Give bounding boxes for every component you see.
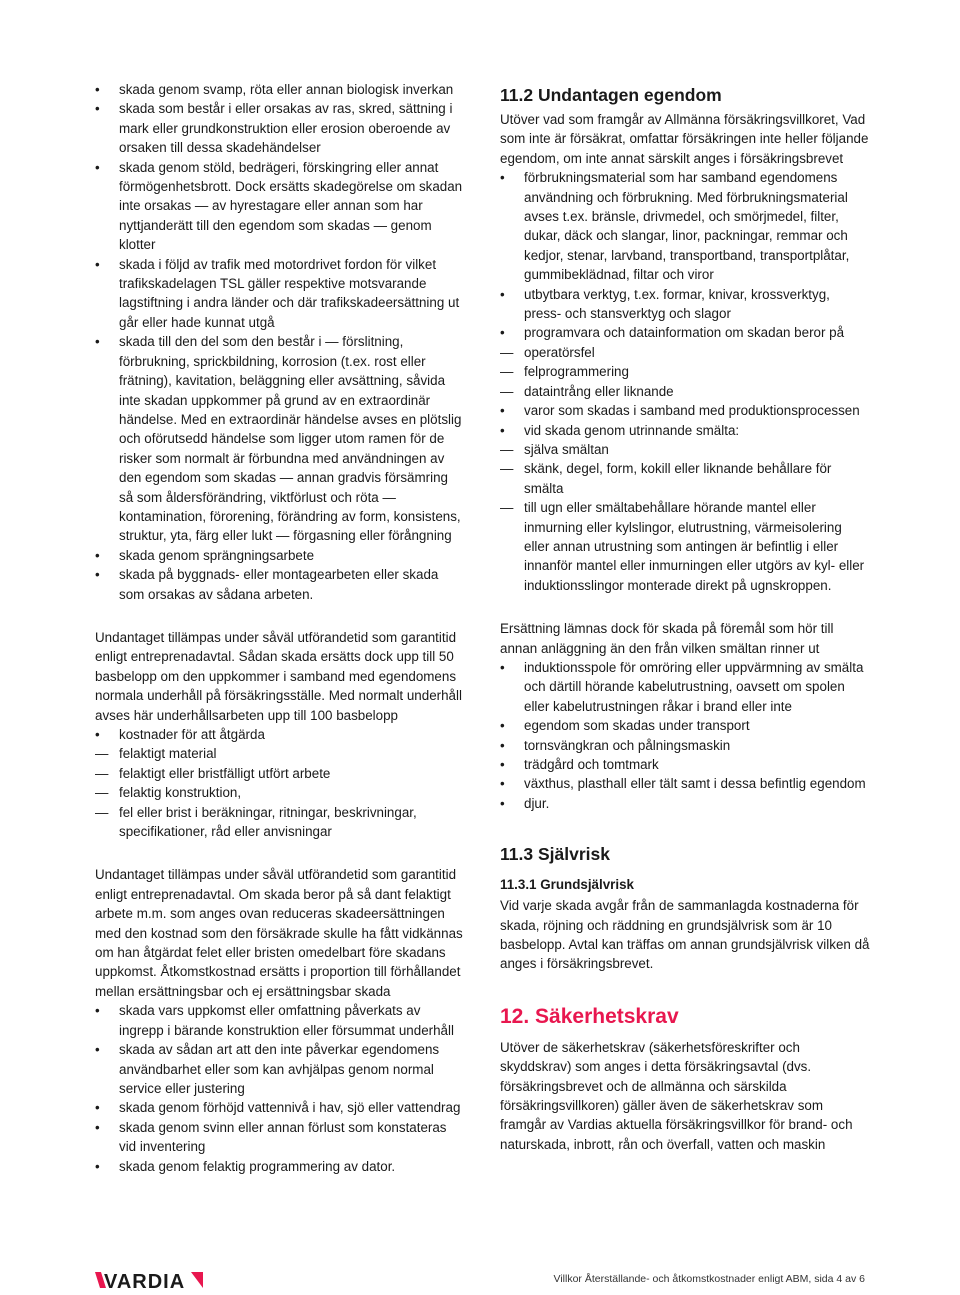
exclusion-list-1 [95,80,465,604]
list-item: • vid skada genom utrinnande smälta: [500,421,870,440]
list-item: • förbrukningsmaterial som har samband egendomens användning och förbrukning. Med förbrukningsmaterial avses t.ex. bränsle, drivmedel, och smörjmedel, filter, dukar, däck och slangar, linor, packningar, remmar och kedjor, stenar, larvband, transportband, transportplåtar, gummibeklädnad, filtar och viror [500,168,870,284]
list-item: • skada genom sprängningsarbete [95,546,465,565]
list-item: • trädgård och tomtmark [500,755,870,774]
list-item: • utbytbara verktyg, t.ex. formar, knivar, krossverktyg, press- och stansverktyg och slagor [500,285,870,324]
list-item: — felprogrammering [500,362,870,381]
list-item: • växthus, plasthall eller tält samt i dessa befintlig egendom [500,774,870,793]
list-item: — dataintrång eller liknande [500,382,870,401]
logo-text: VARDIA [104,1271,186,1290]
list-item: — skänk, degel, form, kokill eller liknande behållare för smälta [500,459,870,498]
list-item: • skada som består i eller orsakas av ras, skred, sättning i mark eller grundkonstruktion eller erosion oberoende av orsaken till dessa skadehändelser [95,99,465,157]
list-item: — själva smältan [500,440,870,459]
exclusion-list-3 [95,1001,465,1176]
paragraph: Utöver de säkerhetskrav (säkerhetsföreskrifter och skyddskrav) som anges i detta försäkringsavtal (dvs. försäkringsbrevet och de allmänna och särskilda försäkringsvillkoren) gäller även de säkerhetskrav som framgår av Vardias aktuella försäkringsvillkor för brand- och naturskada, inbrott, rån och överfall, vatten och maskin [500,1039,853,1152]
list-item: • skada vars uppkomst eller omfattning påverkats av ingrepp i bärande konstruktion eller försummat underhåll [95,1001,465,1040]
list-item: • skada till den del som den består i — förslitning, förbrukning, sprickbildning, korrosion (t.ex. rost eller frätning), kavitation, beläggning eller avsättning, såvida inte skadan uppkommer på grund av en extraordinär händelse. Med en extraordinär händelse avses en plötslig och oförutsedd händelse som ligger utom ramen för de risker som normalt är förbundna med användningen av den egendom som skadas — annan gradvis försämring så som åldersförändring, viktförlust och röta — kontamination, förorening, förändring av form, konsistens, struktur, yta, färg eller lukt — förgasning eller förångning [95,332,465,545]
excluded-property-list [500,168,870,595]
list-item: — till ugn eller smältabehållare hörande mantel eller inmurning eller kylslingor, elutrustning, värmeisolering eller annan utrustning som antingen är befintlig i eller innanför mantel eller inmurningen eller utgörs av kyl- eller induktionsslingor monterade direkt på ugnskroppen. [500,498,870,595]
list-item: • tornsvängkran och pålningsmaskin [500,736,870,755]
list-item: • induktionsspole för omröring eller uppvärmning av smälta och därtill hörande kabelutrustning, oavsett om spolen eller kabelutrustningen råkar i brand eller inte [500,658,870,716]
section-heading-11-2: 11.2 Undantagen egendom [500,85,722,105]
list-item: • varor som skadas i samband med produktionsprocessen [500,401,870,420]
paragraph: Undantaget tillämpas under såväl utförandetid som garantitid enligt entreprenadavtal. Om skada beror på så dant felaktigt arbete m.m. som anges ovan reduceras skadeersättningen med den kostnad som den försäkrade skulle ha fått vidkännas om han åtgärdat felet eller bristen omedelbart före skadans uppkomst. Åtkomstkostnad ersätts i proportion till förhållandet mellan ersättningsbar och ej ersättningsbar skada [95,867,463,999]
list-item: • skada genom svamp, röta eller annan biologisk inverkan [95,80,465,99]
list-item: • skada på byggnads- eller montagearbeten eller skada som orsakas av sådana arbeten. [95,565,465,604]
list-item: — fel eller brist i beräkningar, ritningar, beskrivningar, specifikationer, råd eller anvisningar [95,803,465,842]
list-item: • djur. [500,794,870,813]
subsection-heading-11-3-1: 11.3.1 Grundsjälvrisk [500,877,634,893]
left-column [95,80,465,1176]
footer-page-info: Villkor Återställande- och åtkomstkostnader enligt ABM, sida 4 av 6 [553,1273,865,1285]
list-item: — felaktigt material [95,744,465,763]
paragraph: Undantaget tillämpas under såväl utförandetid som garantitid enligt entreprenadavtal. Sådan skada ersätts dock upp till 50 basbelopp om den uppkommer i samband med egendomens normala underhåll på försäkringsställe. Med normalt underhåll avses här underhållsarbeten upp till 100 basbelopp [95,629,462,723]
exclusion-list-2 [95,725,465,841]
list-item: • skada i följd av trafik med motordrivet fordon för vilket trafikskadelagen TSL gäller respektive motsvarande lagstiftning i andra länder och där trafikskadeersättning ut går eller hade kunnat utgå [95,255,465,333]
section-heading-12: 12. Säkerhetskrav [500,1004,679,1028]
compensated-items-list [500,658,870,813]
list-item: • skada genom svinn eller annan förlust som konstateras vid inventering [95,1118,465,1157]
section-heading-11-3: 11.3 Självrisk [500,844,610,865]
paragraph: Ersättning lämnas dock för skada på föremål som hör till annan anläggning än den från vilken smältan rinner ut [500,621,834,656]
right-column [500,84,870,1154]
list-item: • skada genom förhöjd vattennivå i hav, sjö eller vattendrag [95,1098,465,1117]
list-item: — felaktigt eller bristfälligt utfört arbete [95,764,465,783]
list-item: • skada av sådan art att den inte påverkar egendomens användbarhet eller som kan avhjälpas genom normal service eller justering [95,1040,465,1098]
list-item: • kostnader för att åtgärda [95,725,465,744]
vardia-logo [95,1270,205,1290]
paragraph: Vid varje skada avgår från de sammanlagda kostnaderna för skada, röjning och räddning en grundsjälvrisk som är 10 basbelopp. Avtal kan träffas om annan grundsjälvrisk vilken då anges i försäkringsbrevet. [500,898,870,972]
list-item: • skada genom stöld, bedrägeri, förskingring eller annat förmögenhetsbrott. Dock ersätts skadegörelse om skadan inte orsakas — av hyrestagare eller annan som har nyttjanderätt till den egendom som skadas — genom klotter [95,158,465,255]
logo-mark-right [191,1272,203,1288]
list-item: — felaktig konstruktion, [95,783,465,802]
list-item: • skada genom felaktig programmering av dator. [95,1157,465,1176]
list-item: — operatörsfel [500,343,870,362]
list-item: • egendom som skadas under transport [500,716,870,735]
paragraph: Utöver vad som framgår av Allmänna försäkringsvillkoret, Vad som inte är försäkrat, omfattar försäkringen inte heller följande egendom, om inte annat särskilt anges i försäkringsbrevet [500,112,869,166]
list-item: • programvara och datainformation om skadan beror på [500,323,870,342]
